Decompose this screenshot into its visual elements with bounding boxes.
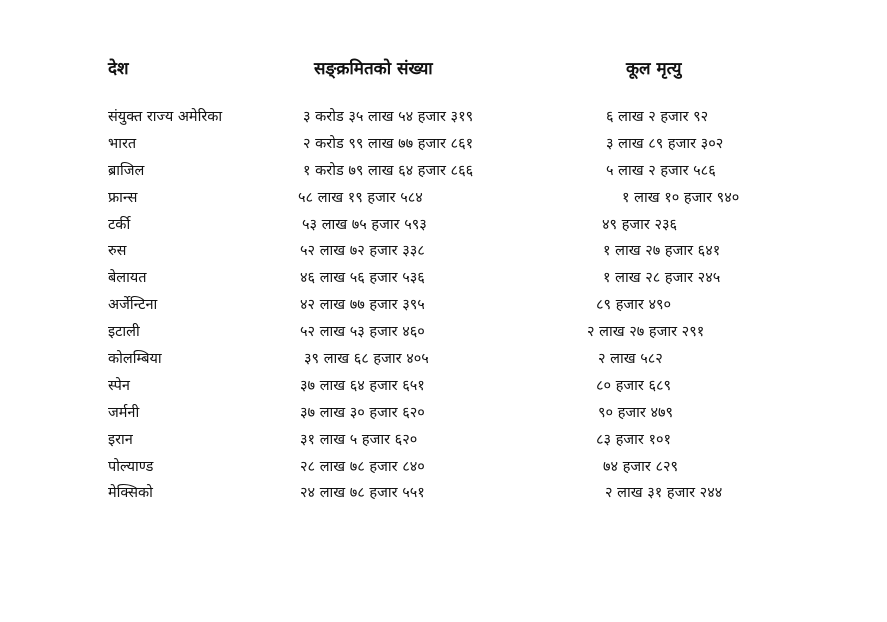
deaths-cell: ६ लाख २ हजार ९२ <box>606 109 709 125</box>
infected-cell: ५२ लाख ७२ हजार ३३८ <box>300 243 425 260</box>
table-row <box>0 267 887 294</box>
table-row <box>0 375 887 402</box>
header-total-deaths: कूल मृत्यु <box>626 59 682 79</box>
table-row <box>0 240 887 267</box>
country-cell: फ्रान्स <box>108 189 138 206</box>
infected-cell: ३ करोड ३५ लाख ५४ हजार ३१९ <box>303 109 474 125</box>
table-row <box>0 429 887 456</box>
table-row <box>0 187 887 214</box>
infected-cell: २ करोड ९९ लाख ७७ हजार ८६१ <box>303 135 474 152</box>
country-cell: संयुक्त राज्य अमेरिका <box>108 109 223 125</box>
infected-cell: ४६ लाख ५६ हजार ५३६ <box>300 270 425 287</box>
deaths-cell: २ लाख ५८२ <box>598 351 663 368</box>
infected-cell: १ करोड ७९ लाख ६४ हजार ८६६ <box>303 162 474 179</box>
deaths-cell: ८९ हजार ४९० <box>596 297 672 314</box>
deaths-cell: १ लाख २८ हजार २४५ <box>603 270 721 287</box>
country-cell: कोलम्बिया <box>108 351 162 368</box>
country-cell: भारत <box>108 135 137 152</box>
table-row <box>0 106 887 133</box>
table-header <box>0 56 887 84</box>
infected-cell: ३१ लाख ५ हजार ६२० <box>300 431 418 448</box>
deaths-cell: १ लाख २७ हजार ६४१ <box>603 243 721 260</box>
country-cell: टर्की <box>108 216 131 233</box>
deaths-cell: ८३ हजार १०१ <box>596 431 672 448</box>
infected-cell: ४२ लाख ७७ हजार ३९५ <box>300 297 425 314</box>
infected-cell: ३७ लाख ६४ हजार ६५१ <box>300 377 425 394</box>
table-row <box>0 348 887 375</box>
country-cell: बेलायत <box>108 270 147 287</box>
infected-cell: ५३ लाख ७५ हजार ५९३ <box>302 216 427 233</box>
country-cell: मेक्सिको <box>108 485 153 502</box>
table-row <box>0 456 887 483</box>
table-row <box>0 402 887 429</box>
infected-cell: ५८ लाख १९ हजार ५८४ <box>298 189 423 206</box>
country-cell: अर्जेन्टिना <box>108 297 158 314</box>
header-country: देश <box>108 59 129 79</box>
country-cell: जर्मनी <box>108 404 140 421</box>
country-cell: इटाली <box>108 324 140 341</box>
infected-cell: २८ लाख ७८ हजार ८४० <box>300 458 425 475</box>
infected-cell: २४ लाख ७८ हजार ५५१ <box>300 485 425 502</box>
table-row <box>0 133 887 160</box>
deaths-cell: १ लाख १० हजार ९४० <box>622 189 740 206</box>
country-cell: इरान <box>108 431 133 448</box>
table-row <box>0 294 887 321</box>
deaths-cell: ३ लाख ८९ हजार ३०२ <box>606 135 724 152</box>
deaths-cell: ९० हजार ४७९ <box>598 404 674 421</box>
country-cell: ब्राजिल <box>108 162 145 179</box>
deaths-cell: २ लाख २७ हजार २९१ <box>587 324 705 341</box>
table-row <box>0 214 887 241</box>
deaths-cell: ५ लाख २ हजार ५८६ <box>606 162 716 179</box>
country-cell: स्पेन <box>108 377 130 394</box>
infected-cell: ३७ लाख ३० हजार ६२० <box>300 404 425 421</box>
table-row <box>0 160 887 187</box>
country-cell: रुस <box>108 243 127 260</box>
table-row <box>0 482 887 509</box>
table-row <box>0 321 887 348</box>
infected-cell: ५२ लाख ५३ हजार ४६० <box>300 324 425 341</box>
header-infected-count: सङ्क्रमितको संख्या <box>314 59 433 79</box>
infected-cell: ३९ लाख ६८ हजार ४०५ <box>304 351 429 368</box>
deaths-cell: ४९ हजार २३६ <box>602 216 678 233</box>
country-cell: पोल्याण्ड <box>108 458 154 475</box>
deaths-cell: २ लाख ३१ हजार २४४ <box>605 485 723 502</box>
deaths-cell: ७४ हजार ८२९ <box>603 458 679 475</box>
deaths-cell: ८० हजार ६८९ <box>596 377 672 394</box>
table-body <box>0 106 887 509</box>
